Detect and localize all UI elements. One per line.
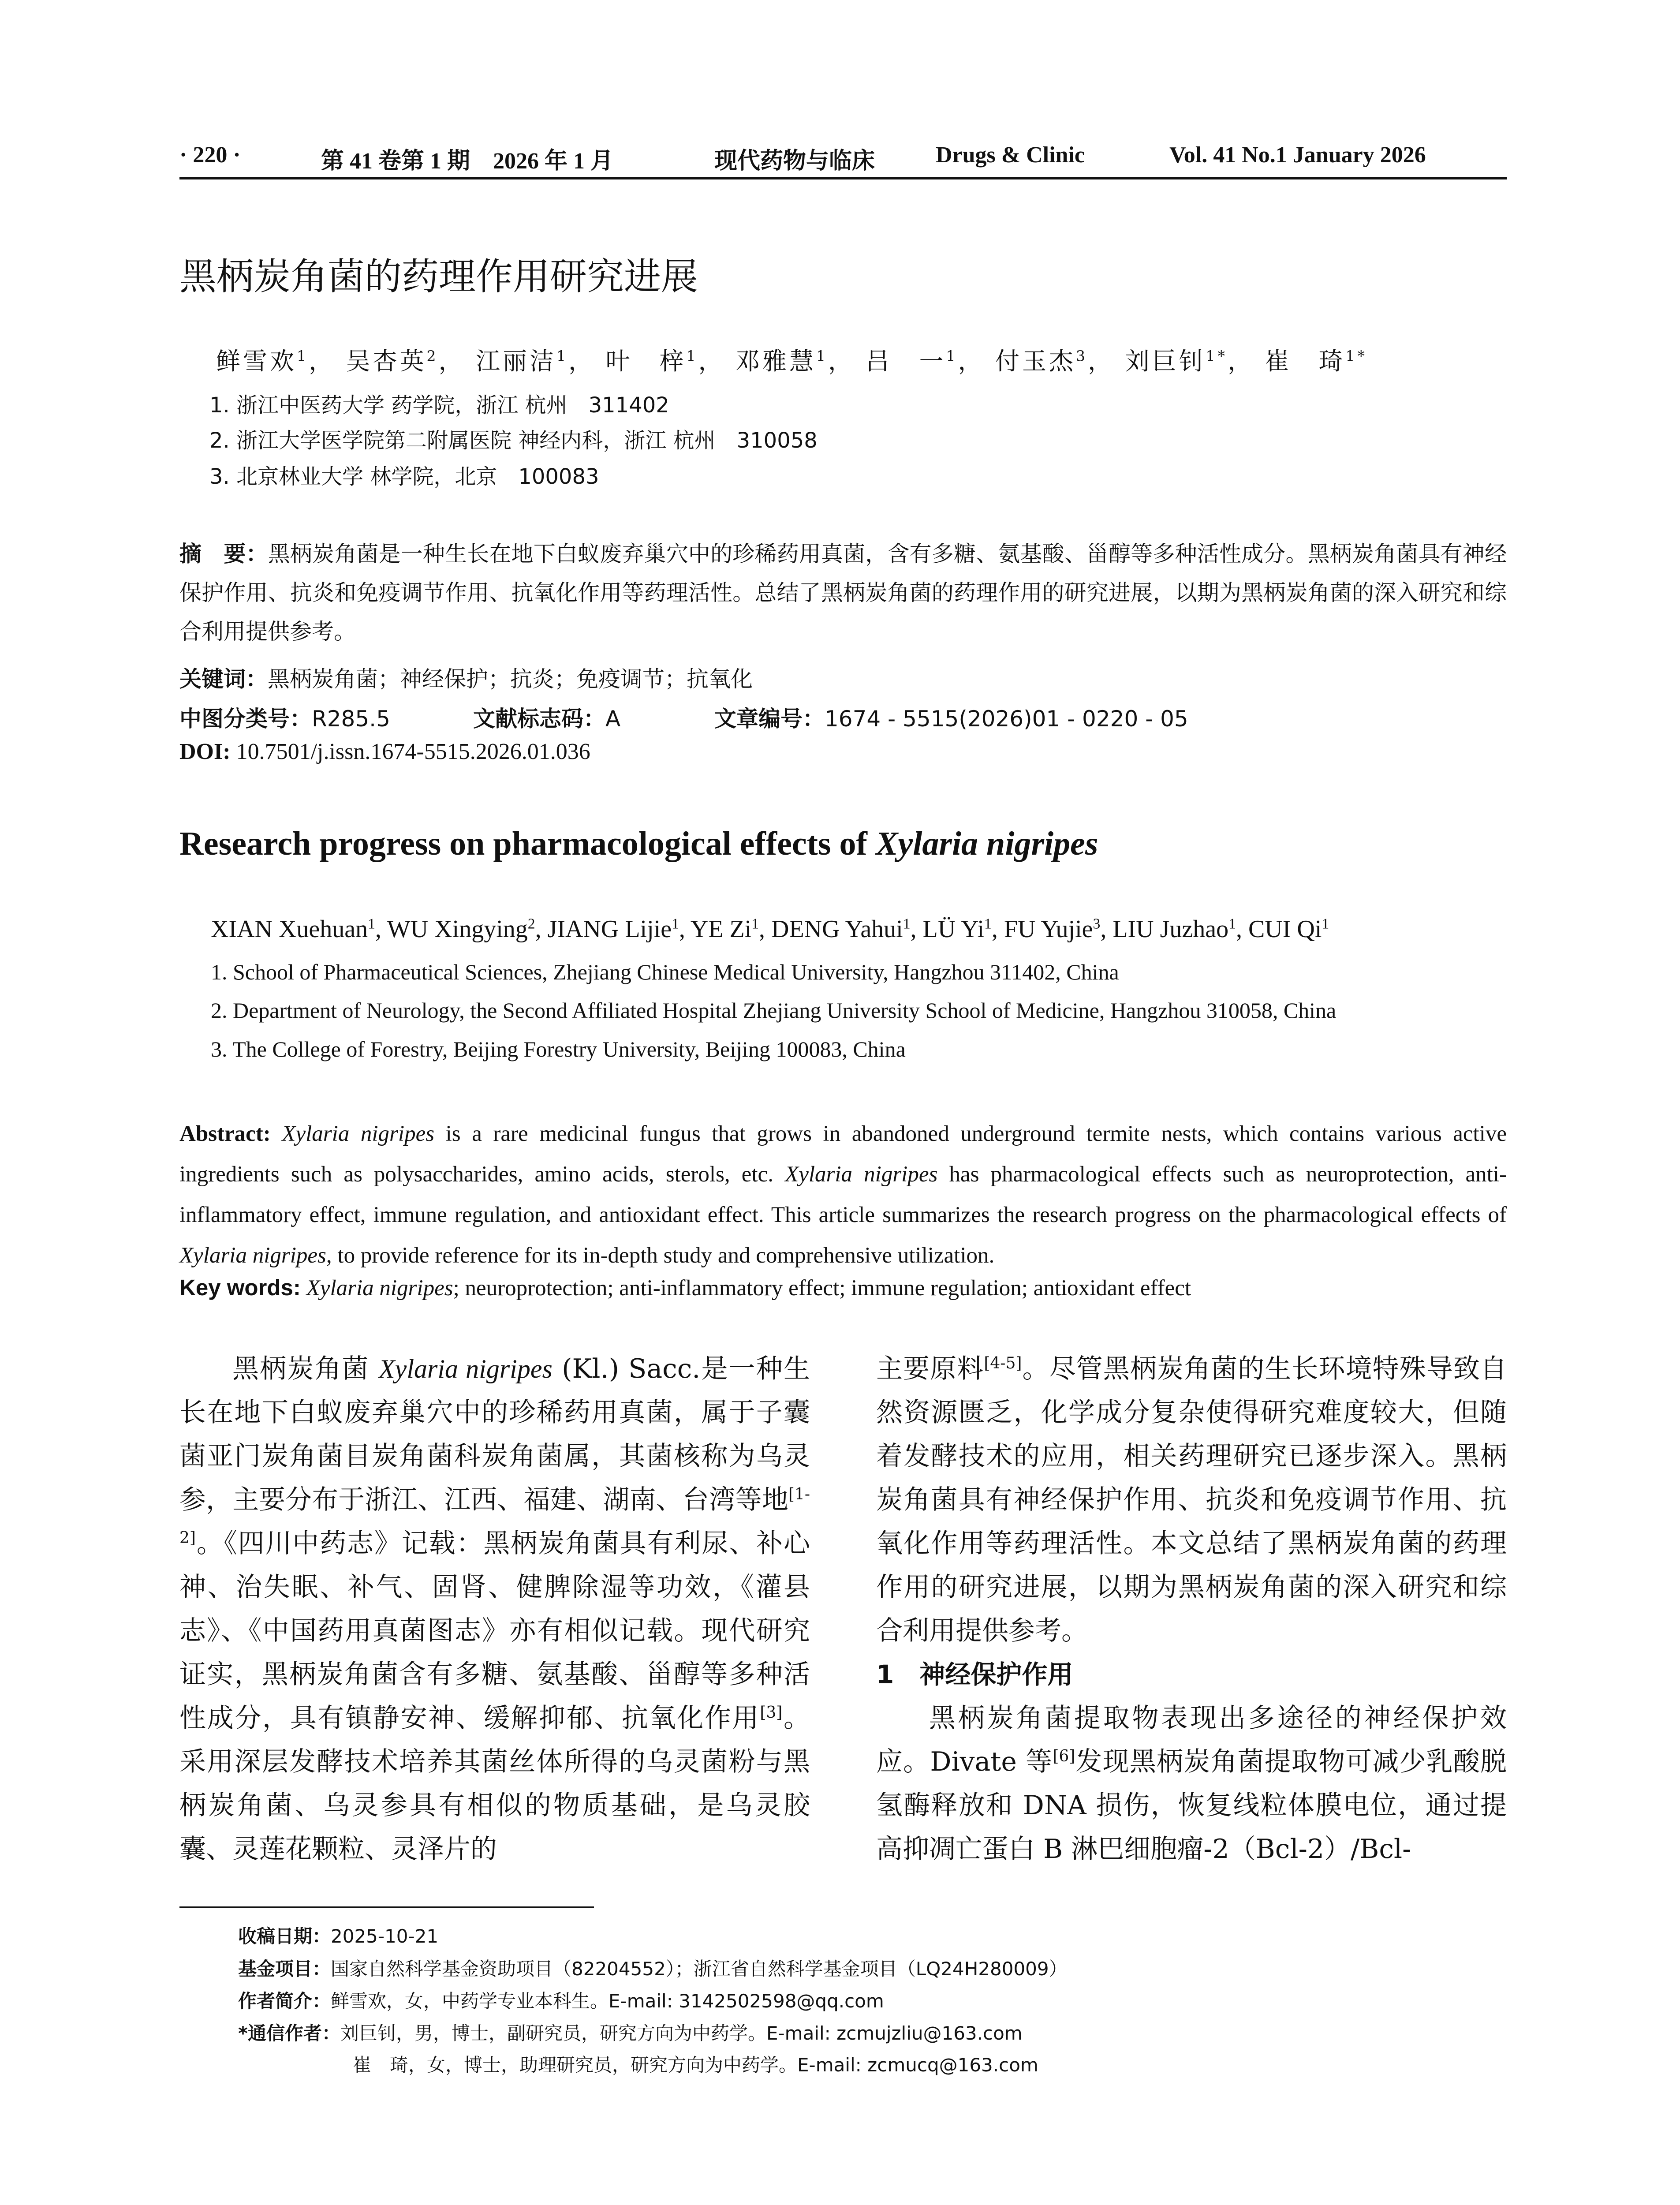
abstract-cn-label: 摘 要： bbox=[179, 541, 268, 567]
author-cn: 吴杏英 bbox=[346, 347, 427, 375]
affiliation-en: 3. The College of Forestry, Beijing Forestry University, Beijing 100083, China bbox=[211, 1037, 906, 1061]
doi: DOI: 10.7501/j.issn.1674-5515.2026.01.036 bbox=[179, 739, 590, 764]
affiliation-en: 2. Department of Neurology, the Second Affiliated Hospital Zhejiang University School of Medicine, Hangzhou 310058, China bbox=[211, 998, 1337, 1023]
header-rule bbox=[179, 177, 1507, 179]
abstract-en: Abstract: Xylaria nigripes is a rare medicinal fungus that grows in abandoned underground termite nests, which contains various active ingredients such as polysaccharides, amino acids, sterols, etc. Xylaria nigripes has pharmacological effects such as neuroprotection, anti-inflammatory effect, immune regulation, and antioxidant effect. This article summarizes the research progress on the pharmacological effects of Xylaria nigripes, to provide reference for its in-depth study and comprehensive utilization. bbox=[179, 1121, 1507, 1268]
affiliation-cn: 2. 浙江大学医学院第二附属医院 神经内科，浙江 杭州 310058 bbox=[209, 428, 818, 453]
author-en: CUI Qi bbox=[1248, 916, 1322, 943]
citation: [6] bbox=[1053, 1747, 1075, 1765]
author-en: LIU Juzhao bbox=[1113, 916, 1229, 943]
article-title-en: Research progress on pharmacological effects of Xylaria nigripes bbox=[179, 825, 1098, 862]
footnote-rule bbox=[179, 1906, 594, 1908]
author-cn: 刘巨钊 bbox=[1125, 347, 1206, 375]
author-list-en: XIAN Xuehuan$^1$, WU Xingying$^2$, JIANG Lijie$^1$, YE Zi$^1$, DENG Yahui$^1$, LÜ Yi$^1$, FU Yujie$^3$, LIU Juzhao$^1$, CUI Qi$^1$ bbox=[211, 916, 1329, 943]
footnote-received: 收稿日期：2025-10-21 bbox=[238, 1925, 439, 1947]
clc-number: 中图分类号：R285.5 bbox=[179, 706, 390, 732]
keywords-cn: 关键词：黑柄炭角菌；神经保护；抗炎；免疫调节；抗氧化 bbox=[179, 666, 753, 692]
author-en: JIANG Lijie bbox=[547, 916, 672, 943]
footnote-corresponding: *通信作者：刘巨钊，男，博士，副研究员，研究方向为中药学。E-mail: zcmujzliu@163.com bbox=[238, 2022, 1023, 2044]
author-cn: 邓雅慧 bbox=[735, 347, 817, 375]
issue-en: Vol. 41 No.1 January 2026 bbox=[1169, 142, 1426, 168]
citation: [4-5] bbox=[984, 1354, 1022, 1372]
affiliation-cn: 3. 北京林业大学 林学院，北京 100083 bbox=[209, 464, 599, 489]
article-number: 文章编号：1674 - 5515(2026)01 - 0220 - 05 bbox=[714, 706, 1188, 732]
author-list-cn: 鲜雪欢$^1$， 吴杏英$^2$， 江丽洁$^1$， 叶 梓$^1$， 邓雅慧$^1$， 吕 一$^1$， 付玉杰$^3$， 刘巨钊$^{1*}$， 崔 琦$^{1*}$ bbox=[216, 347, 1368, 375]
body-column-right bbox=[876, 1347, 1507, 1871]
author-en: YE Zi bbox=[690, 916, 752, 943]
journal-title-en: Drugs & Clinic bbox=[936, 142, 1085, 168]
document-code: 文献标志码：A bbox=[473, 706, 621, 732]
author-cn: 崔 琦 bbox=[1265, 347, 1346, 375]
author-en: LÜ Yi bbox=[922, 916, 985, 943]
author-cn: 叶 梓 bbox=[605, 347, 687, 375]
section-heading: 1 神经保护作用 bbox=[876, 1659, 1073, 1689]
body-column-left bbox=[179, 1347, 810, 1871]
author-cn: 鲜雪欢 bbox=[216, 347, 297, 375]
footnote-author-bio: 作者简介：鲜雪欢，女，中药学专业本科生。E-mail: 3142502598@qq.com bbox=[238, 1990, 884, 2012]
author-en: FU Yujie bbox=[1004, 916, 1093, 943]
author-en: DENG Yahui bbox=[771, 916, 903, 943]
body-paragraph: 主要原料[4-5]。尽管黑柄炭角菌的生长环境特殊导致自然资源匮乏，化学成分复杂使得研究难度较大，但随着发酵技术的应用，相关药理研究已逐步深入。黑柄炭角菌具有神经保护作用、抗炎和免疫调节作用、抗氧化作用等药理活性。本文总结了黑柄炭角菌的药理作用的研究进展，以期为黑柄炭角菌的深入研究和综合利用提供参考。 bbox=[876, 1353, 1507, 1646]
abstract-cn-text: 黑柄炭角菌是一种生长在地下白蚁废弃巢穴中的珍稀药用真菌，含有多糖、氨基酸、甾醇等多种活性成分。黑柄炭角菌具有神经保护作用、抗炎和免疫调节作用、抗氧化作用等药理活性。总结了黑柄炭角菌的药理作用的研究进展，以期为黑柄炭角菌的深入研究和综合利用提供参考。 bbox=[179, 541, 1507, 644]
affiliation-en: 1. School of Pharmaceutical Sciences, Zhejiang Chinese Medical University, Hangzhou 311402, China bbox=[211, 960, 1119, 984]
abstract-cn bbox=[179, 534, 1507, 651]
author-en: XIAN Xuehuan bbox=[211, 916, 368, 943]
abstract-en-label: Abstract: bbox=[179, 1121, 271, 1146]
footnote-corresponding-2: 崔 琦，女，博士，助理研究员，研究方向为中药学。E-mail: zcmucq@163.com bbox=[353, 2054, 1038, 2076]
citation: [1-2] bbox=[179, 1485, 810, 1547]
author-cn: 付玉杰 bbox=[995, 347, 1076, 375]
keywords-en: Key words: Xylaria nigripes; neuroprotection; anti-inflammatory effect; immune regulation; antioxidant effect bbox=[179, 1275, 1191, 1301]
body-paragraph: 黑柄炭角菌提取物表现出多途径的神经保护效应。Divate 等[6]发现黑柄炭角菌提取物可减少乳酸脱氢酶释放和 DNA 损伤，恢复线粒体膜电位，通过提高抑凋亡蛋白 B 淋巴细胞瘤-2（Bcl-2）/Bcl- bbox=[876, 1703, 1507, 1865]
author-en: WU Xingying bbox=[387, 916, 528, 943]
author-cn: 吕 一 bbox=[865, 347, 946, 375]
page-number: · 220 · bbox=[179, 142, 241, 168]
author-cn: 江丽洁 bbox=[476, 347, 557, 375]
journal-title-cn: 现代药物与临床 bbox=[714, 147, 875, 174]
body-paragraph: 黑柄炭角菌 Xylaria nigripes (Kl.) Sacc.是一种生长在地下白蚁废弃巢穴中的珍稀药用真菌，属于子囊菌亚门炭角菌目炭角菌科炭角菌属，其菌核称为乌灵参，主要分布于浙江、江西、福建、湖南、台湾等地[1-2]。《四川中药志》记载：黑柄炭角菌具有利尿、补心神、治失眠、补气、固肾、健脾除湿等功效，《灌县志》、《中国药用真菌图志》亦有相似记载。现代研究证实，黑柄炭角菌含有多糖、氨基酸、甾醇等多种活性成分，具有镇静安神、缓解抑郁、抗氧化作用[3]。采用深层发酵技术培养其菌丝体所得的乌灵菌粉与黑柄炭角菌、乌灵参具有相似的物质基础，是乌灵胶囊、灵莲花颗粒、灵泽片的 bbox=[179, 1353, 810, 1865]
citation: [3] bbox=[760, 1704, 783, 1722]
footnote-fund: 基金项目：国家自然科学基金资助项目（82204552）；浙江省自然科学基金项目（LQ24H280009） bbox=[238, 1958, 1068, 1980]
article-title-cn: 黑柄炭角菌的药理作用研究进展 bbox=[179, 255, 698, 298]
affiliation-cn: 1. 浙江中医药大学 药学院，浙江 杭州 311402 bbox=[209, 393, 669, 418]
issue-cn: 第 41 卷第 1 期 2026 年 1 月 bbox=[321, 149, 614, 174]
